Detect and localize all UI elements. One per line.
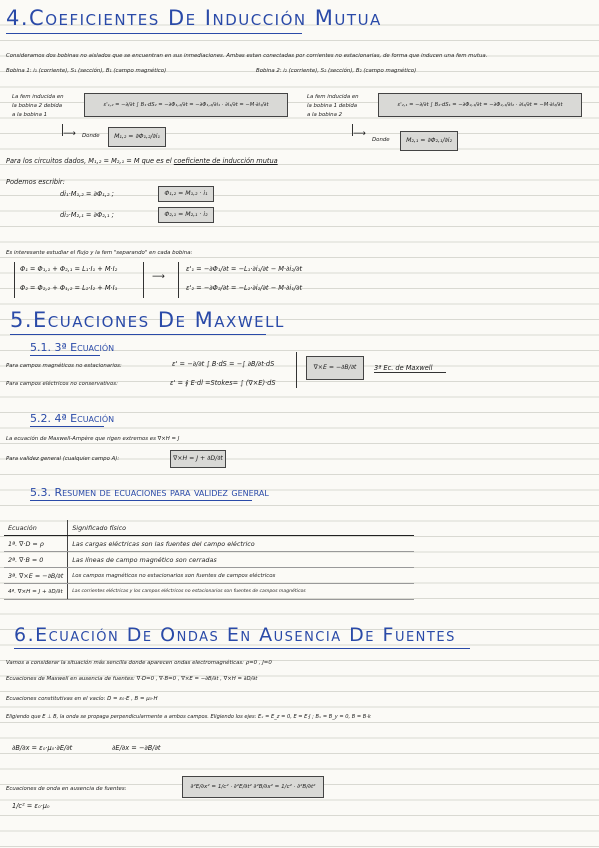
- fem-left-line3: a la bobina 1: [12, 112, 48, 118]
- ecs-onda-label: Ecuaciones de onda en ausencia de fuentes:: [6, 786, 127, 792]
- table-cell-significado: Las líneas de campo magnético son cerradas: [68, 552, 414, 568]
- phi2-eq: Φ₂ = Φ₂,₂ + Φ₁,₂ = L₂·I₂ + M·I₁: [20, 284, 118, 292]
- third-maxwell-underline: [374, 372, 446, 373]
- section-5-1-underline: [30, 355, 100, 356]
- third-bracket: [296, 352, 297, 388]
- table-cell-ecuacion: 3ª. ∇×E = −∂B/∂t: [4, 568, 68, 584]
- third-maxwell-box: ∇×E = −∂B/∂t: [306, 356, 364, 380]
- coeficiente-term: coeficiente de inducción mutua: [173, 157, 278, 165]
- m12-box: M₁,₂ = ∂Φ₁,₂/∂i₁: [108, 127, 166, 147]
- fem-left-line1: La fem inducida en: [12, 94, 64, 100]
- section-5-2-title: 5.2. 4ª Ecuación: [30, 412, 115, 425]
- table-cell-significado: Los campos magnéticos no estacionarios son fuentes de campos eléctricos: [68, 568, 414, 584]
- eq-fem-stokes: ε' = ∮ E·dl =Stokes= ∫ (∇×E)·dS: [170, 379, 276, 387]
- section-5-3-title: 5.3. Resumen de ecuaciones para validez general: [30, 486, 269, 499]
- wave-equation-box: ∂²E/∂x² = 1/c² · ∂²E/∂t² ∂²B/∂x² = 1/c² · ∂²B/∂t²: [182, 776, 324, 798]
- section-5-2-underline: [30, 426, 104, 427]
- section-4-title: 4.Coeficientes De Inducción Mutua: [6, 6, 382, 30]
- flux-bracket-right: [143, 262, 144, 298]
- fem-right-line3: a la bobina 2: [307, 112, 343, 118]
- table-header-significado: Significado físico: [68, 520, 414, 536]
- table-cell-significado: Las cargas eléctricas son las fuentes del campo eléctrico: [68, 536, 414, 552]
- section-4-underline: [6, 33, 302, 34]
- s4-bobina-1: Bobina 1: i₁ (corriente), S₁ (sección), B₁ (campo magnético): [6, 68, 167, 74]
- table-cell-ecuacion: 1ª. ∇·D = ρ: [4, 536, 68, 552]
- ecs-constitutivas: Ecuaciones constitutivas en el vacío: D = ε₀·E , B = μ₀·H: [6, 696, 158, 702]
- donde-left-arrow-icon: ⟶: [63, 129, 76, 139]
- fem-right-line1: La fem inducida en: [307, 94, 359, 100]
- emf-bracket-left: [178, 262, 179, 298]
- donde-right-label: Donde: [372, 137, 390, 143]
- circuitos-line: [6, 157, 278, 165]
- circuitos-prefix: Para los circuitos dados, M₁,₂ = M₂,₁ = M que es el: [6, 157, 172, 165]
- rel-di1: di₁·M₁,₂ = ∂Φ₁,₂ ;: [60, 190, 114, 198]
- rel-di2: di₂·M₂,₁ = ∂Φ₂,₁ ;: [60, 211, 114, 219]
- flux-to-emf-arrow-icon: ⟶: [152, 272, 165, 282]
- emf2-eq: ε'₂ = −∂Φ₂/∂t = −L₂·∂i₂/∂t − M·∂i₁/∂t: [186, 284, 303, 292]
- section-5-title: 5.Ecuaciones De Maxwell: [10, 308, 285, 332]
- section-6-title: 6.Ecuación De Ondas En Ausencia De Fuentes: [14, 624, 456, 646]
- phi21-box: Φ₂,₁ = M₂,₁ · i₂: [158, 207, 214, 223]
- fem-left-line2: la bobina 2 debida: [12, 103, 63, 109]
- phi1-eq: Φ₁ = Φ₁,₁ + Φ₂,₁ = L₁·I₁ + M·I₂: [20, 265, 118, 273]
- s4-intro: Consideramos dos bobinas no aislados que se encuentran en sus inmediaciones. Ambas estan conectadas por corrientes no estacionarias, de forma que inducen una fem mutua.: [6, 53, 488, 59]
- deriv-b-x: ∂B/∂x = ε₀·μ₀·∂E/∂t: [12, 744, 73, 752]
- vamos-considerar: Vamos a considerar la situación más sencilla donde aparecen ondas electromagnéticas: ρ=0 , J=0: [6, 660, 272, 666]
- fourth-maxwell-box: ∇×H = J + ∂D/∂t: [170, 450, 226, 468]
- table-row: [4, 568, 414, 584]
- table-row: [4, 584, 414, 600]
- table-cell-significado: Las corrientes eléctricas y los campos eléctricos no estacionarios son fuentes de campos magnéticos: [68, 584, 414, 600]
- section-5-underline: [10, 334, 266, 335]
- table-cell-ecuacion: 2ª. ∇·B = 0: [4, 552, 68, 568]
- ampere-line: La ecuación de Maxwell-Ampère que rigen extremos es ∇×H = J: [6, 436, 180, 442]
- m21-box: M₂,₁ = ∂Φ₂,₁/∂i₂: [400, 131, 458, 151]
- eligiendo-ejes: Eligiendo que E ⊥ B, la onda se propaga perpendicularmente a ambos campos. Eligiendo los ejes: Eₓ = E_z = 0, E = E·J ; Bₓ = B_y = 0, B = B·k: [6, 714, 371, 720]
- podemos-escribir: Podemos escribir:: [6, 178, 65, 186]
- table-row: [4, 536, 414, 552]
- donde-right-arrow-icon: ⟶: [353, 129, 366, 139]
- section-5-1-title: 5.1. 3ª Ecuación: [30, 341, 115, 354]
- table-header-ecuacion: Ecuación: [4, 520, 68, 536]
- table-header-row: [4, 520, 414, 536]
- es-interesante: Es interesante estudiar el flujo y la fem "separando" en cada bobina:: [6, 250, 193, 256]
- donde-left-label: Donde: [82, 133, 100, 139]
- section-6-underline: [14, 648, 470, 649]
- third-maxwell-label: 3ª Ec. de Maxwell: [374, 364, 433, 372]
- phi12-box: Φ₁,₂ = M₁,₂ · i₁: [158, 186, 214, 202]
- campos-no-conserv: Para campos eléctricos no conservativos:: [6, 381, 118, 387]
- table-cell-ecuacion: 4ª. ∇×H = J + ∂D/∂t: [4, 584, 68, 600]
- campos-no-estac: Para campos magnéticos no estacionarios:: [6, 363, 122, 369]
- s4-bobina-2: Bobina 2: i₂ (corriente), S₂ (sección), B₂ (campo magnético): [256, 68, 417, 74]
- fem-right-line2: la bobina 1 debida: [307, 103, 358, 109]
- c-relacion: 1/c² = ε₀·μ₀: [12, 802, 50, 810]
- deriv-e-x: ∂E/∂x = −∂B/∂t: [112, 744, 161, 752]
- ecs-maxwell-sin-fuentes: Ecuaciones de Maxwell en ausencia de fuentes: ∇·D=0 , ∇·B=0 , ∇×E = −∂B/∂t , ∇×H = ∂D/∂t: [6, 676, 258, 682]
- emf1-eq: ε'₁ = −∂Φ₁/∂t = −L₁·∂i₁/∂t − M·∂i₂/∂t: [186, 265, 303, 273]
- section-5-3-underline: [30, 500, 252, 501]
- table-row: [4, 552, 414, 568]
- maxwell-summary-table: [4, 520, 414, 600]
- eq-fem-flujo: ε' = −∂/∂t ∫ B·dS = −∫ ∂B/∂t·dS: [172, 360, 275, 368]
- flux-bracket-left: [14, 262, 15, 298]
- eq-fem-21-box: ε'₂,₁ = −∂/∂t ∫ B₂·dS₁ = −∂Φ₂,₁/∂t = −∂Φ₂,₁/∂i₂ · ∂i₂/∂t = −M·∂i₂/∂t: [378, 93, 582, 117]
- validez-general: Para validez general (cualquier campo A):: [6, 456, 120, 462]
- eq-fem-12-box: ε'₁,₂ = −∂/∂t ∫ B₁·dS₂ = −∂Φ₁,₂/∂t = −∂Φ₁,₂/∂i₁ · ∂i₁/∂t = −M·∂i₁/∂t: [84, 93, 288, 117]
